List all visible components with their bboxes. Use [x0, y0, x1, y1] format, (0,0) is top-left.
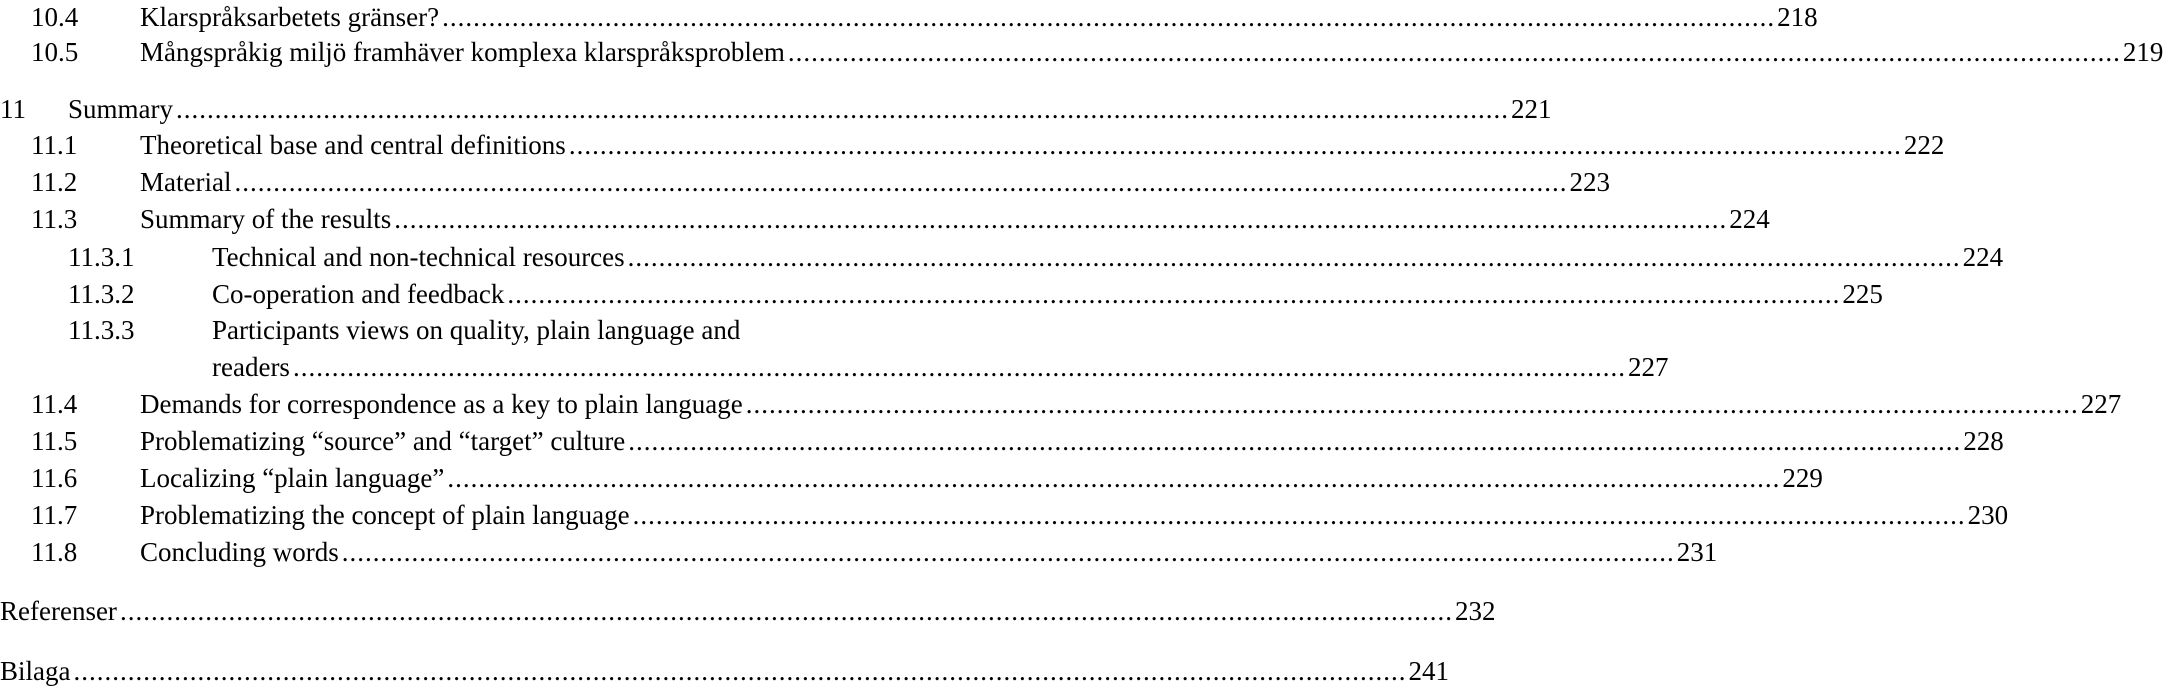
- toc-title: Bilaga: [0, 656, 71, 686]
- toc-page-number: 241: [1408, 656, 1449, 686]
- toc-number: 11: [0, 94, 26, 124]
- toc-page-number: 230: [1967, 500, 2009, 530]
- toc-page-number: 229: [1782, 463, 1823, 493]
- toc-title: Demands for correspondence as a key to plain language: [140, 389, 743, 419]
- toc-number: 11.3.3: [68, 315, 135, 345]
- toc-title: Summary of the results: [140, 204, 392, 234]
- toc-number: 11.2: [31, 167, 78, 197]
- toc-title-continuation: readers: [212, 352, 290, 382]
- dot-leader: ............................................................................................................................................................................: [73, 656, 1407, 686]
- toc-entry-11-5: [0, 424, 2004, 458]
- toc-entry-10-5: [0, 35, 2163, 69]
- toc-page-number: 232: [1454, 596, 1496, 626]
- toc-entry-11-3-2: [0, 277, 1883, 311]
- toc-number: 11.3: [31, 204, 78, 234]
- toc-page-number: 219: [2122, 37, 2163, 67]
- toc-page-number: 228: [1963, 426, 2004, 456]
- dot-leader: ............................................................................................................................................................................: [394, 204, 1728, 234]
- toc-entry-11: [0, 92, 1552, 126]
- dot-leader: ............................................................................................................................................................................: [176, 94, 1509, 124]
- toc-title: Theoretical base and central definitions: [140, 130, 566, 160]
- toc-page-number: 224: [1729, 204, 1770, 234]
- toc-page-number: 225: [1842, 279, 1883, 309]
- toc-number: 11.7: [31, 500, 78, 530]
- toc-page-number: 223: [1569, 167, 1610, 197]
- toc-entry-11-1: [0, 128, 1945, 162]
- dot-leader: ............................................................................................................................................................................: [447, 463, 1781, 493]
- dot-leader: ............................................................................................................................................................................: [628, 426, 1962, 456]
- toc-page-number: 227: [2080, 389, 2122, 419]
- toc-entry-referenser: [0, 594, 1496, 628]
- toc-title: Concluding words: [140, 537, 339, 567]
- toc-title: Problematizing the concept of plain language: [140, 500, 630, 530]
- toc-title: Klarspråksarbetets gränser?: [140, 2, 440, 32]
- toc-page-number: 221: [1511, 94, 1552, 124]
- dot-leader: ............................................................................................................................................................................: [745, 389, 2079, 419]
- toc-number: 11.3.1: [68, 242, 135, 272]
- toc-number: 11.4: [31, 389, 78, 419]
- toc-page-number: 218: [1777, 2, 1818, 32]
- toc-number: 10.5: [31, 37, 79, 67]
- dot-leader: ............................................................................................................................................................................: [507, 279, 1841, 309]
- dot-leader: ............................................................................................................................................................................: [568, 130, 1902, 160]
- toc-entry-10-4: [0, 0, 1818, 34]
- toc-number: 11.3.2: [68, 279, 135, 309]
- dot-leader: ............................................................................................................................................................................: [292, 352, 1626, 382]
- toc-number: 11.8: [31, 537, 78, 567]
- toc-entry-11-2: [0, 165, 1610, 199]
- toc-entry-11-3-3: [0, 313, 960, 347]
- toc-title: Mångspråkig miljö framhäver komplexa klarspråksproblem: [140, 37, 785, 67]
- toc-entry-11-3-1: [0, 240, 2004, 274]
- toc-entry-11-7: [0, 498, 2009, 532]
- toc-page-number: 224: [1962, 242, 2004, 272]
- dot-leader: ............................................................................................................................................................................: [787, 37, 2121, 67]
- toc-title: Localizing “plain language”: [140, 463, 445, 493]
- toc-entry-11-3: [0, 202, 1770, 236]
- toc-number: 11.5: [31, 426, 78, 456]
- toc-title: Participants views on quality, plain language and: [212, 315, 741, 345]
- toc-page-number: 222: [1903, 130, 1945, 160]
- toc-title: Material: [140, 167, 232, 197]
- toc-entry-11-6: [0, 461, 1823, 495]
- toc-title: Technical and non-technical resources: [212, 242, 625, 272]
- dot-leader: ............................................................................................................................................................................: [234, 167, 1568, 197]
- toc-page-number: 227: [1627, 352, 1669, 382]
- toc-entry-bilaga: [0, 654, 1449, 688]
- toc-title: Referenser: [0, 596, 117, 626]
- dot-leader: ............................................................................................................................................................................: [627, 242, 1961, 272]
- toc-entry-11-3-3-continuation: [0, 350, 1669, 384]
- toc-title: Co-operation and feedback: [212, 279, 505, 309]
- toc-number: 10.4: [31, 2, 79, 32]
- toc-number: 11.6: [31, 463, 78, 493]
- dot-leader: ............................................................................................................................................................................: [442, 2, 1776, 32]
- toc-number: 11.1: [31, 130, 78, 160]
- toc-title: Problematizing “source” and “target” culture: [140, 426, 626, 456]
- dot-leader: ............................................................................................................................................................................: [341, 537, 1675, 567]
- dot-leader: ............................................................................................................................................................................: [119, 596, 1453, 626]
- toc-title: Summary: [68, 94, 173, 124]
- toc-entry-11-4: [0, 387, 2122, 421]
- dot-leader: ............................................................................................................................................................................: [632, 500, 1966, 530]
- toc-entry-11-8: [0, 535, 1718, 569]
- toc-page-number: 231: [1676, 537, 1718, 567]
